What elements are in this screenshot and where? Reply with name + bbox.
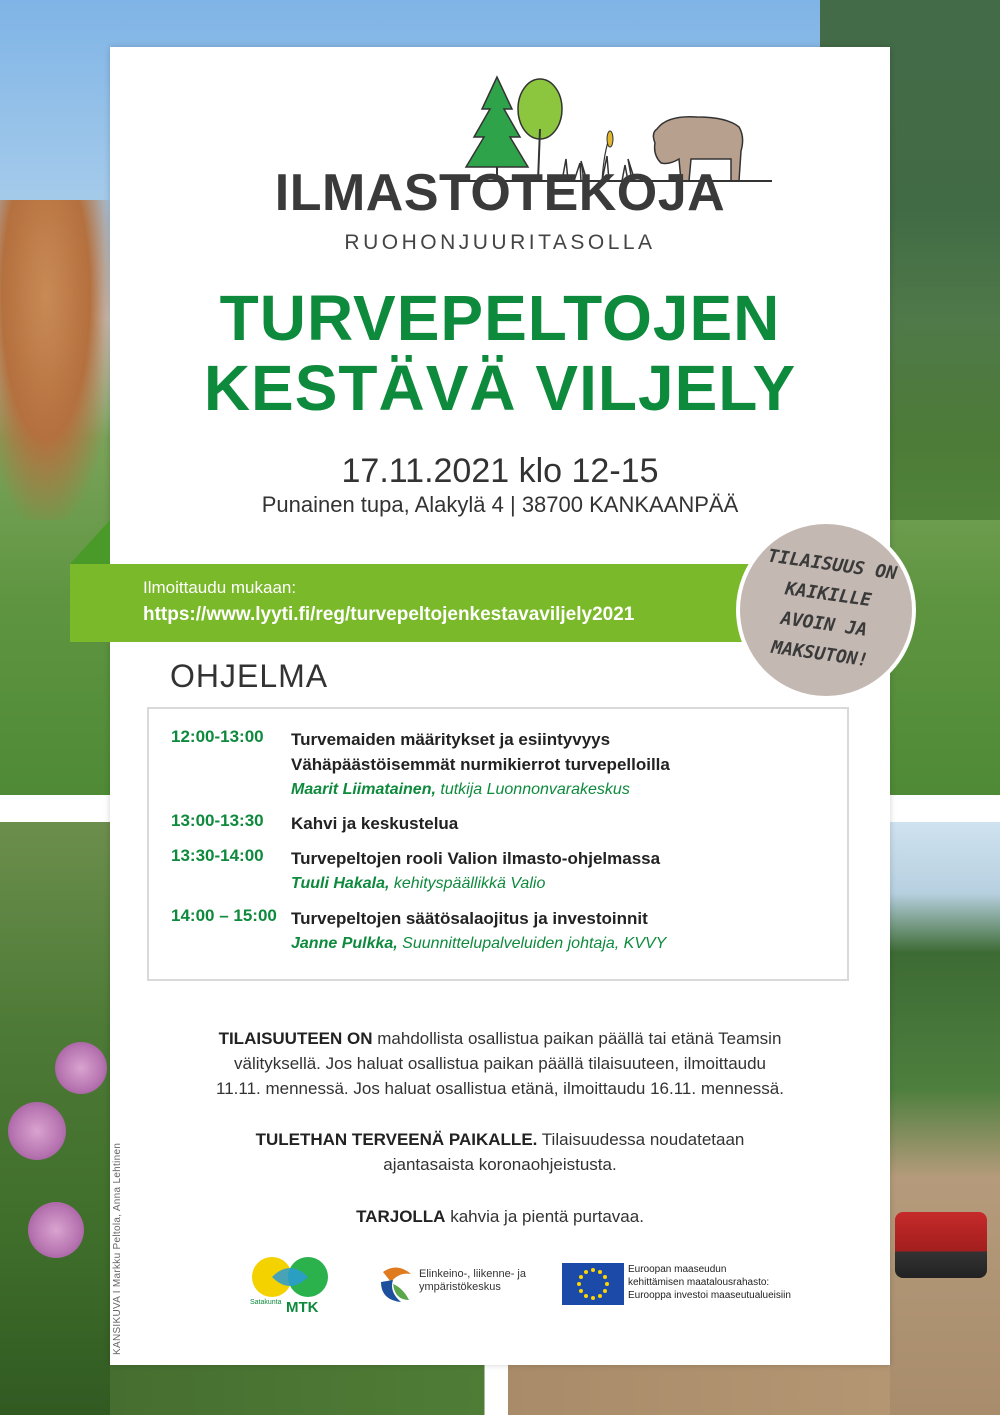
ely-text-line: Elinkeino-, liikenne- ja [419,1268,526,1280]
program-heading: OHJELMA [170,658,329,694]
info-bold: TARJOLLA [356,1207,446,1226]
program-title: Turvepeltojen rooli Valion ilmasto-ohjelmassa [291,849,661,868]
registration-band [70,564,760,642]
program-time: 14:00 – 15:00 [171,906,277,925]
program-title: Vähäpäästöisemmät nurmikierrot turvepelloilla [291,755,670,774]
eu-text-line: kehittämisen maatalousrahasto: [628,1277,770,1288]
speaker-name: Tuuli Hakala, [291,875,390,892]
program-title: Kahvi ja keskustelua [291,814,459,833]
info-text: ajantasaista koronaohjeistusta. [383,1155,617,1174]
registration-link[interactable]: https://www.lyyti.fi/reg/turvepeltojenkestavaviljely2021 [143,604,635,625]
ely-text [419,1268,526,1294]
tractor-image [895,1212,987,1278]
brand-title: ILMASTOTEKOJA [274,164,726,222]
ely-logo [375,1262,545,1312]
program-time: 13:30-14:00 [171,846,264,865]
program-title: Turvemaiden määritykset ja esiintyvyys [291,730,611,749]
badge-line: KAIKILLE AVOIN JA [779,578,873,641]
event-title [0,283,1000,423]
program-speaker [291,777,851,802]
eu-stars [562,1263,624,1305]
background-bottom-strip [110,1362,890,1415]
info-text: Tilaisuudessa noudatetaan [537,1130,745,1149]
eu-text-line: Euroopan maaseudun [628,1264,727,1275]
program-box [147,707,849,981]
program-speaker [291,931,851,956]
info-attendance [150,1026,850,1101]
eu-logo [562,1263,812,1307]
ely-logo-mark [375,1262,415,1306]
registration-label: Ilmoittaudu mukaan: [143,578,297,597]
info-bold: TULETHAN TERVEENÄ PAIKALLE. [255,1130,538,1149]
eu-flag-icon [562,1263,624,1305]
ely-text-line: ympäristökeskus [419,1281,501,1293]
event-title-line2: KESTÄVÄ VILJELY [203,352,797,424]
info-text: 11.11. mennessä. Jos haluat osallistua etänä, ilmoittaudu 16.11. mennessä. [216,1079,784,1098]
program-time: 13:00-13:30 [171,811,264,830]
event-title-line1: TURVEPELTOJEN [219,282,781,354]
program-title: Turvepeltojen säätösalaojitus ja investoinnit [291,909,648,928]
info-text: kahvia ja pientä purtavaa. [445,1207,644,1226]
photo-credit: KANSIKUVA I Markku Peltola, Anna Lehtinen [112,1142,123,1355]
info-health [150,1127,850,1177]
badge-text [748,541,903,679]
program-speaker [291,871,851,896]
speaker-role: Suunnittelupalveluiden johtaja, KVVY [397,935,667,952]
background-photo-clover [0,822,110,1415]
program-time: 12:00-13:00 [171,727,264,746]
background-photo-field-tractor [890,822,1000,1415]
free-entry-badge [736,520,916,700]
info-bold: TILAISUUTEEN ON [218,1029,373,1048]
event-datetime: 17.11.2021 klo 12-15 [341,452,659,490]
eu-text-line: Eurooppa investoi maaseutualueisiin [628,1290,791,1301]
speaker-role: kehityspäällikkä Valio [389,875,546,892]
info-text: mahdollista osallistua paikan päällä tai etänä Teamsin [372,1029,782,1048]
speaker-role: tutkija Luonnonvarakeskus [435,781,630,798]
badge-line: TILAISUUS ON [766,545,899,585]
mtk-region: Satakunta [250,1299,282,1306]
registration-band-fold [70,520,110,564]
clover-flower [55,1042,107,1094]
clover-flower [8,1102,66,1160]
mtk-logo [250,1255,332,1317]
info-refreshments [150,1204,850,1229]
speaker-name: Maarit Liimatainen, [291,781,436,798]
info-text: välityksellä. Jos haluat osallistua paikan päällä tilaisuuteen, ilmoittaudu [233,1054,767,1073]
brand-subtitle: RUOHONJUURITASOLLA [344,231,656,254]
speaker-name: Janne Pulkka, [291,935,398,952]
eu-text [628,1263,791,1302]
mtk-text: MTK [286,1299,319,1316]
clover-flower [28,1202,84,1258]
event-place: Punainen tupa, Alakylä 4 | 38700 KANKAANPÄÄ [261,492,739,517]
mtk-logo-mark [250,1255,332,1299]
badge-line: MAKSUTON! [770,636,870,672]
